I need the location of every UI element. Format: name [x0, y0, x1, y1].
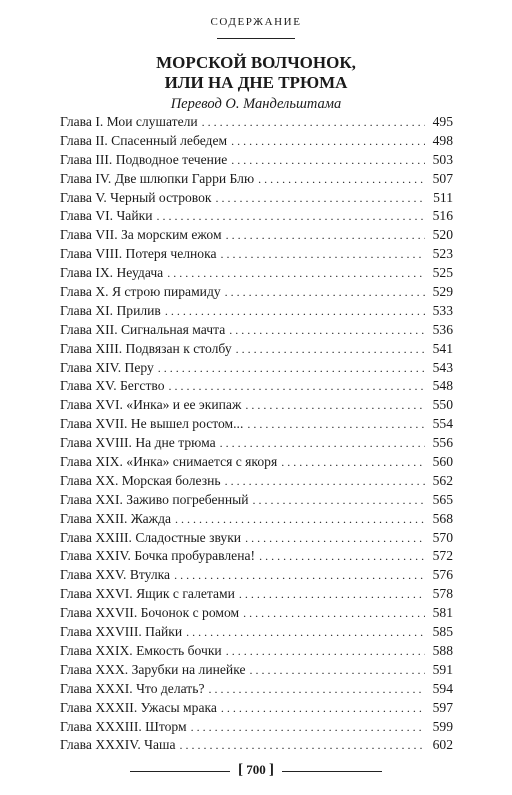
- toc-entry-page: 568: [432, 510, 453, 526]
- toc-entry-title: Глава XX. Морская болезнь: [60, 472, 221, 488]
- toc-entry-title: Глава XXXI. Что делать?: [60, 680, 205, 696]
- toc-entry-title: Глава XXIII. Сладостные звуки: [60, 529, 242, 545]
- toc-entry-page: 550: [432, 397, 453, 413]
- toc-entry-title: Глава XVI. «Инка» и ее экипаж: [60, 397, 242, 413]
- toc-entry: [60, 510, 453, 529]
- toc-entry: [60, 547, 453, 566]
- section-title-line-1: МОРСКОЙ ВОЛЧОНОК,: [156, 53, 356, 72]
- toc-dot-leader: [253, 491, 425, 510]
- toc-entry-title: Глава III. Подводное течение: [60, 151, 228, 167]
- toc-dot-leader: [191, 718, 425, 737]
- toc-dot-leader: [236, 340, 425, 359]
- toc-entry: [60, 718, 453, 737]
- translator-credit: Перевод О. Мандельштама: [170, 96, 342, 112]
- toc-dot-leader: [231, 151, 425, 170]
- running-head: СОДЕРЖАНИЕ: [210, 16, 302, 28]
- toc-entry-title: Глава VIII. Потеря челнока: [60, 246, 217, 262]
- toc-entry: [60, 453, 453, 472]
- toc-entry: [60, 113, 453, 132]
- toc-entry-page: 536: [432, 321, 453, 337]
- toc-entry: [60, 396, 453, 415]
- toc-entry-page: 498: [432, 132, 453, 148]
- toc-entry-page: 511: [433, 189, 453, 205]
- toc-entry-page: 597: [432, 699, 453, 715]
- toc-dot-leader: [202, 113, 425, 132]
- toc-dot-leader: [208, 680, 425, 699]
- toc-dot-leader: [226, 642, 425, 661]
- toc-dot-leader: [258, 170, 425, 189]
- toc-entry: [60, 359, 453, 378]
- folio-bracket-right: ]: [269, 762, 274, 778]
- toc-dot-leader: [220, 434, 425, 453]
- toc-dot-leader: [225, 283, 425, 302]
- toc-dot-leader: [245, 529, 425, 548]
- toc-dot-leader: [259, 547, 425, 566]
- toc-entry-page: 591: [432, 661, 453, 677]
- section-title-line-2: ИЛИ НА ДНЕ ТРЮМА: [164, 73, 348, 92]
- running-head-rule: [217, 38, 295, 39]
- toc-entry: [60, 491, 453, 510]
- toc-entry: [60, 680, 453, 699]
- toc-entry: [60, 377, 453, 396]
- toc-entry: [60, 151, 453, 170]
- toc-entry-title: Глава XIV. Перу: [60, 359, 154, 375]
- folio-bracket-left: [: [238, 762, 243, 778]
- toc-entry-title: Глава XII. Сигнальная мачта: [60, 321, 226, 337]
- toc-entry-title: Глава XIII. Подвязан к столбу: [60, 340, 232, 356]
- toc-dot-leader: [226, 226, 425, 245]
- toc-entry-page: 523: [432, 246, 453, 262]
- toc-entry: [60, 415, 453, 434]
- toc-entry: [60, 321, 453, 340]
- toc-dot-leader: [250, 661, 426, 680]
- toc-entry-page: 599: [432, 718, 453, 734]
- toc-entry-page: 543: [432, 359, 453, 375]
- table-of-contents: [60, 113, 453, 755]
- toc-dot-leader: [243, 604, 425, 623]
- toc-entry-title: Глава IX. Неудача: [60, 265, 164, 281]
- toc-entry-title: Глава XV. Бегство: [60, 378, 165, 394]
- toc-entry-title: Глава XXIV. Бочка пробуравлена!: [60, 548, 256, 564]
- toc-entry: [60, 302, 453, 321]
- toc-entry-title: Глава XXVII. Бочонок с ромом: [60, 605, 240, 621]
- toc-entry: [60, 736, 453, 755]
- toc-entry-title: Глава XVII. Не вышел ростом...: [60, 416, 244, 432]
- toc-entry-title: Глава XXXIV. Чаша: [60, 737, 176, 753]
- toc-entry: [60, 472, 453, 491]
- toc-entry-title: Глава XXVI. Ящик с галетами: [60, 586, 235, 602]
- toc-entry: [60, 585, 453, 604]
- toc-entry-page: 554: [432, 416, 453, 432]
- toc-entry: [60, 170, 453, 189]
- toc-dot-leader: [229, 321, 425, 340]
- toc-entry-page: 594: [432, 680, 453, 696]
- toc-entry: [60, 226, 453, 245]
- toc-entry-title: Глава XXXII. Ужасы мрака: [60, 699, 217, 715]
- toc-dot-leader: [157, 207, 426, 226]
- toc-dot-leader: [175, 510, 425, 529]
- toc-entry-title: Глава XXII. Жажда: [60, 510, 172, 526]
- toc-entry: [60, 132, 453, 151]
- toc-entry-page: 520: [432, 227, 453, 243]
- toc-entry-page: 516: [432, 208, 453, 224]
- toc-entry: [60, 661, 453, 680]
- toc-entry-title: Глава XVIII. На дне трюма: [60, 435, 216, 451]
- toc-entry: [60, 623, 453, 642]
- toc-entry-page: 560: [432, 454, 453, 470]
- toc-entry-page: 556: [432, 435, 453, 451]
- toc-dot-leader: [165, 302, 425, 321]
- toc-dot-leader: [239, 585, 425, 604]
- toc-entry: [60, 699, 453, 718]
- toc-dot-leader: [180, 736, 425, 755]
- toc-entry: [60, 340, 453, 359]
- toc-entry-title: Глава XI. Прилив: [60, 302, 161, 318]
- toc-entry-page: 495: [432, 114, 453, 129]
- toc-dot-leader: [221, 699, 425, 718]
- toc-entry: [60, 189, 453, 208]
- toc-dot-leader: [216, 189, 425, 208]
- toc-entry-title: Глава I. Мои слушатели: [60, 114, 198, 129]
- toc-entry: [60, 264, 453, 283]
- toc-entry-page: 588: [432, 642, 453, 658]
- toc-entry-title: Глава XXVIII. Пайки: [60, 624, 183, 640]
- toc-dot-leader: [169, 377, 425, 396]
- toc-entry-page: 533: [432, 302, 453, 318]
- toc-entry-page: 585: [432, 624, 453, 640]
- toc-entry: [60, 207, 453, 226]
- toc-dot-leader: [186, 623, 425, 642]
- toc-dot-leader: [245, 396, 425, 415]
- toc-entry-page: 602: [432, 737, 453, 753]
- toc-entry-title: Глава XXV. Втулка: [60, 567, 171, 583]
- toc-entry-page: 507: [432, 170, 453, 186]
- toc-entry: [60, 604, 453, 623]
- toc-entry-title: Глава X. Я строю пирамиду: [60, 284, 221, 300]
- toc-entry-page: 548: [432, 378, 453, 394]
- toc-entry-title: Глава XXX. Зарубки на линейке: [60, 661, 246, 677]
- toc-entry: [60, 529, 453, 548]
- section-title: [0, 53, 512, 93]
- toc-entry-page: 570: [432, 529, 453, 545]
- toc-dot-leader: [221, 245, 425, 264]
- toc-entry: [60, 566, 453, 585]
- toc-dot-leader: [247, 415, 425, 434]
- toc-entry-title: Глава V. Черный островок: [60, 189, 212, 205]
- folio-rule-right: [282, 771, 382, 772]
- toc-entry-page: 578: [432, 586, 453, 602]
- toc-entry-title: Глава XIX. «Инка» снимается с якоря: [60, 454, 278, 470]
- toc-entry: [60, 434, 453, 453]
- toc-entry-page: 529: [432, 284, 453, 300]
- toc-dot-leader: [174, 566, 425, 585]
- page-number-value: 700: [246, 762, 266, 777]
- toc-entry-title: Глава XXI. Заживо погребенный: [60, 491, 249, 507]
- toc-entry: [60, 642, 453, 661]
- toc-dot-leader: [231, 132, 425, 151]
- toc-entry-page: 576: [432, 567, 453, 583]
- toc-entry-page: 581: [432, 605, 453, 621]
- toc-entry-title: Глава VI. Чайки: [60, 208, 153, 224]
- page-number: [0, 762, 512, 779]
- toc-dot-leader: [225, 472, 425, 491]
- toc-entry-page: 503: [432, 151, 453, 167]
- toc-entry-title: Глава IV. Две шлюпки Гарри Блю: [60, 170, 255, 186]
- toc-entry-page: 541: [432, 340, 453, 356]
- toc-entry-title: Глава XXXIII. Шторм: [60, 718, 187, 734]
- toc-entry-title: Глава VII. За морским ежом: [60, 227, 222, 243]
- toc-entry-page: 562: [432, 472, 453, 488]
- toc-entry: [60, 283, 453, 302]
- toc-dot-leader: [158, 359, 425, 378]
- toc-entry-page: 565: [432, 491, 453, 507]
- toc-entry-title: Глава XXIX. Емкость бочки: [60, 642, 222, 658]
- toc-entry: [60, 245, 453, 264]
- toc-entry-page: 525: [432, 265, 453, 281]
- toc-entry-title: Глава II. Спасенный лебедем: [60, 132, 228, 148]
- toc-dot-leader: [281, 453, 425, 472]
- toc-dot-leader: [167, 264, 425, 283]
- toc-entry-page: 572: [432, 548, 453, 564]
